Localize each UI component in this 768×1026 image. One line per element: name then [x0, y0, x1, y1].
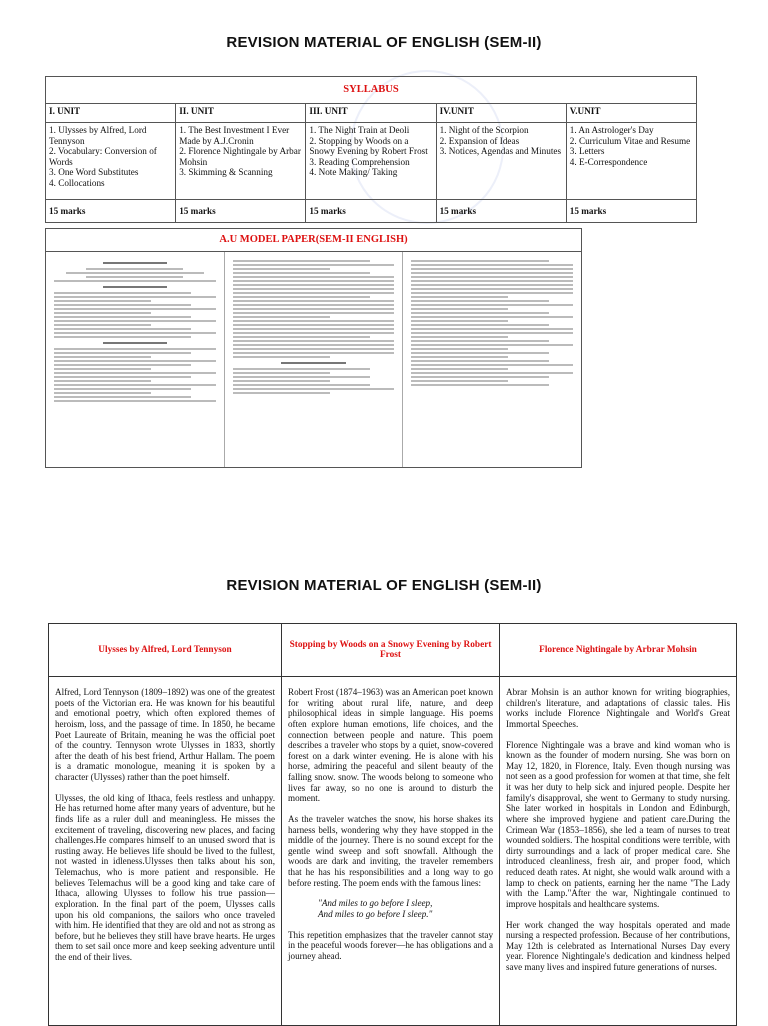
unit-marks: 15 marks: [176, 200, 306, 223]
paragraph: Robert Frost (1874–1963) was an American poet known for writing about rural life, nature, and deep philosophical ideas in simple language. His poems often explore human emotions, life choices, and the connection between people and nature. This poem describes a traveler who stops by a quiet, snow-covered forest on a dark winter evening. He is alone with his horse, admiring the peaceful and silent beauty of the falling snow. snow. The woods belong to someone who lives far away, so no one is around to disturb the moment.: [288, 687, 493, 804]
unit-name: I. UNIT: [46, 104, 176, 123]
topic-item: 1. Ulysses by Alfred, Lord Tennyson: [49, 125, 147, 146]
model-paper-page-1: [46, 252, 225, 467]
content-heading-row: [49, 624, 737, 677]
topic-item: 1. The Night Train at Deoli: [309, 125, 410, 135]
topic-item: 2. Curriculum Vitae and Resume: [569, 135, 691, 146]
unit-marks-row: [46, 200, 697, 223]
paragraph: Her work changed the way hospitals operated and made nursing a respected profession. Because of her contributions, May 12th is celebrated as International Nurses Day every year. Florence Nightingale's dedication and kindness helped save many lives and inspired future generations of nurses.: [506, 919, 730, 972]
syllabus-table: [45, 76, 697, 223]
topic-item: 3. Skimming & Scanning: [179, 167, 273, 178]
topic-item: 1. The Best Investment I Ever Made by A.J.Cronin: [179, 125, 290, 146]
paragraph: This repetition emphasizes that the traveler cannot stay in the peaceful woods forever—he has obligations and a journey ahead.: [288, 929, 493, 961]
unit-topics: [176, 123, 306, 200]
topic-item: 4. E-Correspondence: [569, 156, 648, 167]
unit-header-row: [46, 104, 697, 123]
unit-marks: 15 marks: [436, 200, 566, 223]
topic-item: 1. An Astrologer's Day: [569, 125, 654, 135]
column-heading: Florence Nightingale by Arbrar Mohsin: [500, 624, 737, 677]
topic-item: 1. Night of the Scorpion: [439, 125, 529, 135]
paragraph: Abrar Mohsin is an author known for writing biographies, children's literature, and adaptations of classic tales. His works include Florence Nightingale and World's Great Immortal Speeches.: [506, 687, 730, 729]
column-heading: Ulysses by Alfred, Lord Tennyson: [49, 624, 282, 677]
unit-marks: 15 marks: [566, 200, 696, 223]
syllabus-caption: SYLLABUS: [46, 77, 697, 104]
content-body-row: [49, 677, 737, 1026]
unit-topics: [306, 123, 436, 200]
unit-topics: [566, 123, 696, 200]
paragraph: Florence Nightingale was a brave and kind woman who is known as the founder of modern nursing. She was born on May 12, 1820, in Florence, Italy. Even though nursing was not seen as a good profession for women at that time, she felt it was her duty to help sick and injured people. Despite her family's disapproval, she went to Germany to study nursing. She later worked in hospitals in London and Edinburgh, where she improved hygiene and patient care.During the Crimean War (1853–1856), she led a team of nurses to treat wounded soldiers. The hospital conditions were terrible, with dirty surroundings and a lack of proper medical care. She introduced cleanliness, fresh air, and proper food, which reduced death rates. At night, she would walk around with a lamp to check on patients, earning her the name "The Lady with the Lamp."After the war, Nightingale continued to improve hospitals and healthcare systems.: [506, 739, 730, 909]
paragraph: Ulysses, the old king of Ithaca, feels restless and unhappy. He has returned home after many years of adventure, but he finds life as a ruler dull and meaningless. He misses the excitement of traveling, discovering new places, and facing challenges.He compares himself to an unused sword that is rusting away. He believes life should be lived to the fullest, not wasted in idleness.Ulysses then talks about his son, Telemachus, who is more patient and responsible. He believes Telemachus will be a good king and take care of Ithaca, allowing Ulysses to follow his true passion—exploration. In the final part of the poem, Ulysses calls upon his old companions, the sailors who once traveled with him. He identified that they are old and not as strong as before, but he believes they still have brave hearts. He urges them to set sail once more and keep seeking adventure until the end of their lives.: [55, 792, 275, 962]
ulysses-summary: [49, 677, 282, 1026]
topic-item: 2. Expansion of Ideas: [439, 135, 520, 146]
model-paper-caption: A.U MODEL PAPER(SEM-II ENGLISH): [46, 229, 581, 252]
unit-marks: 15 marks: [306, 200, 436, 223]
unit-topics-row: [46, 123, 697, 200]
quote-line: And miles to go before I sleep.": [318, 908, 433, 919]
paragraph: Alfred, Lord Tennyson (1809–1892) was one of the greatest poets of the Victorian era. He was known for his beautiful and emotional poetry, which often explored themes of heroism, loss, and the passage of time. In 1850, he became Poet Laureate of Britain, meaning he was the official poet of the country. Tennyson wrote Ulysses in 1833, shortly after the death of his best friend, Arthur Hallam. The poem is a dramatic monologue, meaning it is spoken by a character (Ulysses) rather than the poet himself.: [55, 687, 275, 782]
topic-item: 3. One Word Substitutes: [49, 167, 139, 178]
revision-content-table: [48, 623, 737, 1026]
unit-name: V.UNIT: [566, 104, 696, 123]
unit-name: IV.UNIT: [436, 104, 566, 123]
unit-name: III. UNIT: [306, 104, 436, 123]
model-paper-thumbnails: [46, 252, 581, 467]
page-title-2: REVISION MATERIAL OF ENGLISH (SEM-II): [226, 577, 542, 594]
quote-line: "And miles to go before I sleep,: [318, 898, 433, 909]
column-heading: Stopping by Woods on a Snowy Evening by Robert Frost: [282, 624, 500, 677]
page-title: REVISION MATERIAL OF ENGLISH (SEM-II): [226, 34, 542, 51]
topic-item: 2. Florence Nightingale by Arbar Mohsin: [179, 146, 301, 167]
unit-topics: [436, 123, 566, 200]
topic-item: 4. Collocations: [49, 177, 105, 188]
topic-item: 3. Letters: [569, 146, 605, 157]
topic-item: 4. Note Making/ Taking: [309, 167, 398, 178]
topic-item: 3. Notices, Agendas and Minutes: [439, 146, 562, 157]
topic-item: 2. Vocabulary: Conversion of Words: [49, 146, 157, 167]
topic-item: 2. Stopping by Woods on a Snowy Evening by Robert Frost: [309, 135, 428, 157]
topic-item: 3. Reading Comprehension: [309, 156, 410, 167]
stopping-by-woods-summary: [282, 677, 500, 1026]
paragraph: As the traveler watches the snow, his horse shakes its harness bells, wondering why they have stopped in the middle of the journey. There is no sound except for the gentle wind sweep and soft snowfall. Although the woods are dark and inviting, the traveler remembers that he has his responsibilities and a long way to go before resting. The poem ends with the famous lines:: [288, 813, 493, 888]
model-paper-box: [45, 228, 582, 468]
model-paper-page-2: [225, 252, 404, 467]
model-paper-page-3: [403, 252, 581, 467]
florence-nightingale-summary: [500, 677, 737, 1026]
quote: [318, 898, 493, 919]
unit-marks: 15 marks: [46, 200, 176, 223]
unit-name: II. UNIT: [176, 104, 306, 123]
unit-topics: [46, 123, 176, 200]
